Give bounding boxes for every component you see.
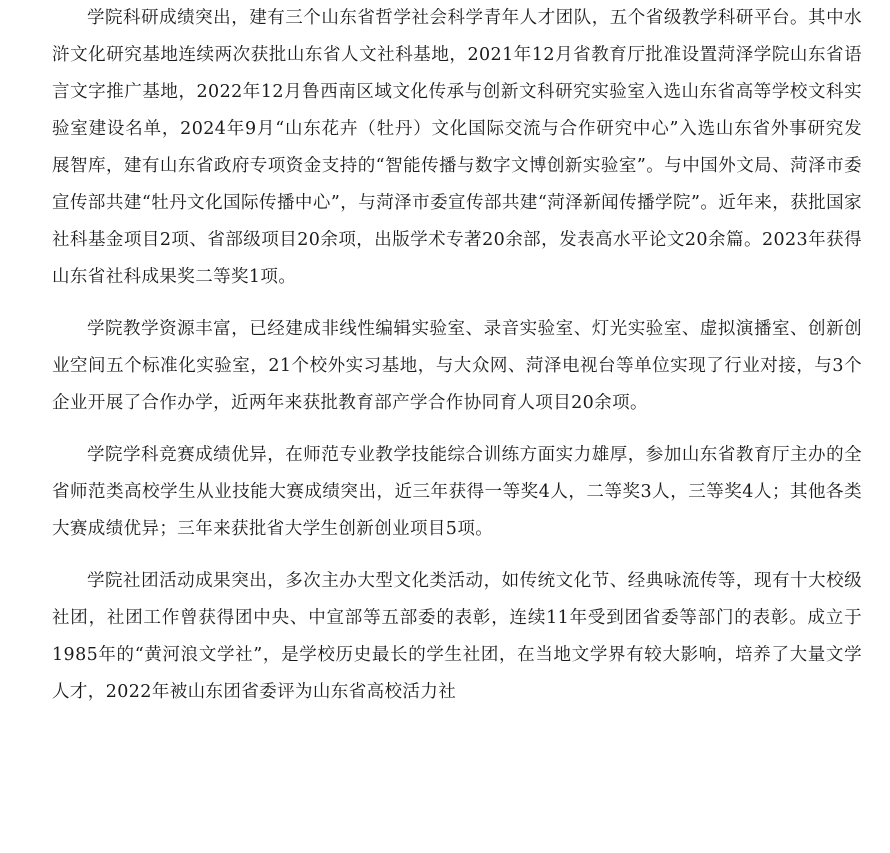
- paragraph-research: 学院科研成绩突出，建有三个山东省哲学社会科学青年人才团队，五个省级教学科研平台。其中水浒文化研究基地连续两次获批山东省人文社科基地，2021年12月省教育厅批准设置菏泽学院山东省语言文字推广基地，2022年12月鲁西南区域文化传承与创新文科研究实验室入选山东省高等学校文科实验室建设名单，2024年9月“山东花卉（牡丹）文化国际交流与合作研究中心”入选山东省外事研究发展智库，建有山东省政府专项资金支持的“智能传播与数字文博创新实验室”。与中国外文局、菏泽市委宣传部共建“牡丹文化国际传播中心”，与菏泽市委宣传部共建“菏泽新闻传播学院”。近年来，获批国家社科基金项目2项、省部级项目20余项，出版学术专著20余部，发表高水平论文20余篇。2023年获得山东省社科成果奖二等奖1项。: [52, 8, 862, 287]
- paragraph-student-clubs: 学院社团活动成果突出，多次主办大型文化类活动，如传统文化节、经典咏流传等，现有十大校级社团，社团工作曾获得团中央、中宣部等五部委的表彰，连续11年受到团省委等部门的表彰。成立于1985年的“黄河浪文学社”，是学校历史最长的学生社团，在当地文学界有较大影响，培养了大量文学人才，2022年被山东团省委评为山东省高校活力社: [52, 571, 862, 702]
- paragraph-competitions: 学院学科竞赛成绩优异，在师范专业教学技能综合训练方面实力雄厚，参加山东省教育厅主办的全省师范类高校学生从业技能大赛成绩突出，近三年获得一等奖4人，二等奖3人，三等奖4人；其他各类大赛成绩优异；三年来获批省大学生创新创业项目5项。: [52, 445, 862, 539]
- paragraph-teaching-resources: 学院教学资源丰富，已经建成非线性编辑实验室、录音实验室、灯光实验室、虚拟演播室、创新创业空间五个标准化实验室，21个校外实习基地，与大众网、菏泽电视台等单位实现了行业对接，与3个企业开展了合作办学，近两年来获批教育部产学合作协同育人项目20余项。: [52, 319, 862, 413]
- document-body: [52, 0, 862, 711]
